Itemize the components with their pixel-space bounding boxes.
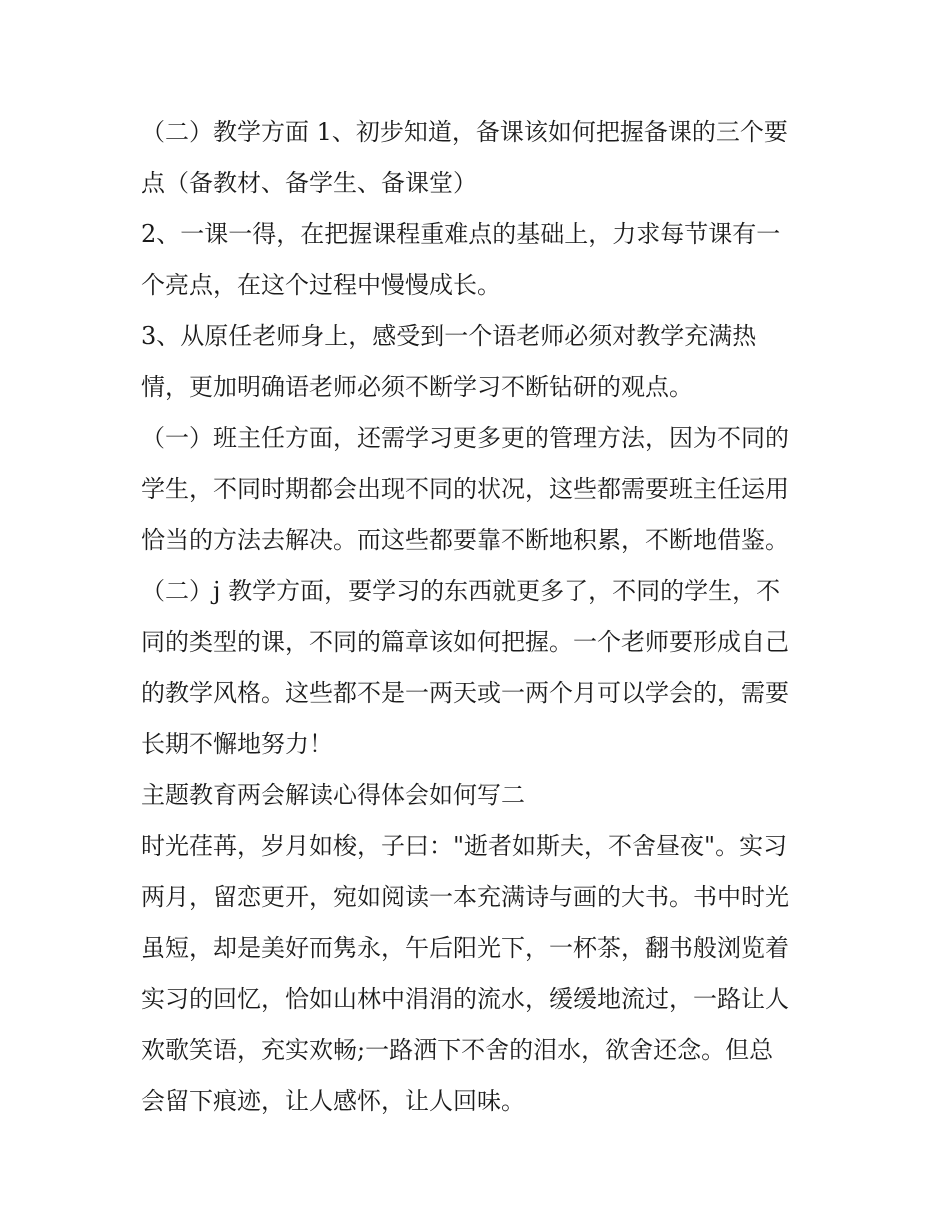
section-heading: 主题教育两会解读心得体会如何写二 — [141, 781, 525, 809]
text-line: 恰当的方法去解决。而这些都要靠不断地积累，不断地借鉴。 — [141, 526, 789, 554]
text-line: 2、一课一得，在把握课程重难点的基础上，力求每节课有一 — [141, 220, 781, 248]
text-line: 3、从原任老师身上，感受到一个语老师必须对教学充满热 — [141, 322, 757, 350]
text-line: 长期不懈地努力！ — [141, 730, 333, 758]
text-line: 时光荏苒，岁月如梭，子曰："逝者如斯夫，不舍昼夜"。实习 — [141, 832, 788, 860]
text-line: 会留下痕迹，让人感怀，让人回味。 — [141, 1087, 525, 1115]
text-line: 欢歌笑语，充实欢畅;一路洒下不舍的泪水，欲舍还念。但总 — [141, 1036, 774, 1064]
text-line: （二）教学方面 1、初步知道，备课该如何把握备课的三个要 — [141, 118, 788, 146]
text-line: 实习的回忆，恰如山林中涓涓的流水，缓缓地流过，一路让人 — [141, 985, 789, 1013]
text-line: 的教学风格。这些都不是一两天或一两个月可以学会的，需要 — [141, 679, 789, 707]
document-body — [141, 107, 821, 1127]
text-line: （二）j 教学方面，要学习的东西就更多了，不同的学生，不 — [141, 577, 781, 605]
text-line: 虽短，却是美好而隽永，午后阳光下，一杯茶，翻书般浏览着 — [141, 934, 789, 962]
text-line: 同的类型的课，不同的篇章该如何把握。一个老师要形成自己 — [141, 628, 789, 656]
text-line: 情，更加明确语老师必须不断学习不断钻研的观点。 — [141, 373, 693, 401]
text-line: 个亮点，在这个过程中慢慢成长。 — [141, 271, 501, 299]
text-line: 两月，留恋更开，宛如阅读一本充满诗与画的大书。书中时光 — [141, 883, 789, 911]
text-line: 点（备教材、备学生、备课堂） — [141, 169, 477, 197]
text-line: 学生，不同时期都会出现不同的状况，这些都需要班主任运用 — [141, 475, 789, 503]
text-line: （一）班主任方面，还需学习更多更的管理方法，因为不同的 — [141, 424, 789, 452]
